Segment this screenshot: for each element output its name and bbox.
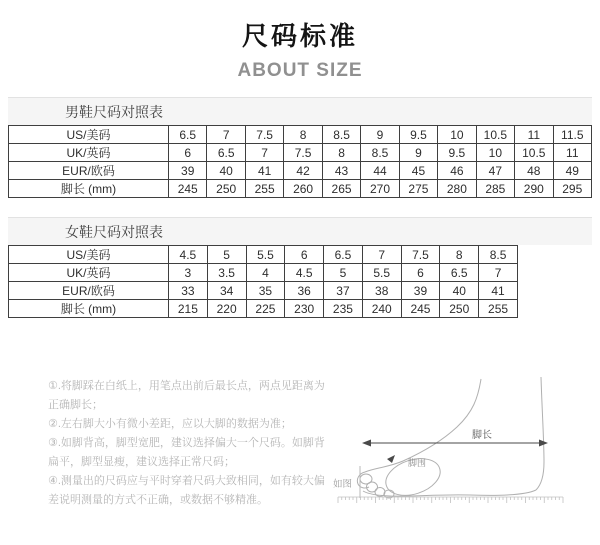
size-system-label: 脚长 (mm) — [9, 300, 169, 318]
size-value-cell: 42 — [284, 162, 322, 180]
size-value-cell: 49 — [553, 162, 591, 180]
page-header — [0, 16, 600, 82]
size-value-cell: 9.5 — [399, 126, 437, 144]
foot-length-label: 脚长 — [472, 430, 492, 441]
size-value-cell: 6.5 — [440, 264, 479, 282]
size-value-cell: 5 — [324, 264, 363, 282]
size-value-cell: 7 — [479, 264, 518, 282]
size-value-cell: 40 — [207, 162, 245, 180]
foot-outline — [357, 377, 544, 498]
page-title: 尺码标准 — [241, 21, 358, 51]
size-value-cell: 240 — [362, 300, 401, 318]
size-value-cell: 5.5 — [362, 264, 401, 282]
size-value-cell: 4.5 — [285, 264, 324, 282]
size-value-cell: 265 — [322, 180, 360, 198]
size-system-label: UK/英码 — [9, 264, 169, 282]
size-value-cell: 235 — [324, 300, 363, 318]
size-value-cell: 245 — [401, 300, 440, 318]
size-value-cell: 7.5 — [245, 126, 283, 144]
size-value-cell: 8.5 — [322, 126, 360, 144]
size-value-cell: 41 — [479, 282, 518, 300]
size-value-cell: 285 — [476, 180, 514, 198]
size-value-cell: 270 — [361, 180, 399, 198]
size-value-cell: 6 — [169, 144, 207, 162]
size-value-cell: 34 — [207, 282, 246, 300]
size-value-cell: 47 — [476, 162, 514, 180]
size-value-cell: 8 — [284, 126, 322, 144]
size-value-cell: 225 — [246, 300, 285, 318]
size-value-cell: 33 — [169, 282, 208, 300]
size-value-cell: 7 — [207, 126, 245, 144]
size-value-cell: 7 — [245, 144, 283, 162]
men-table-heading: 男鞋尺码对照表 — [65, 104, 163, 120]
size-value-cell: 39 — [169, 162, 207, 180]
size-value-cell: 46 — [438, 162, 476, 180]
size-value-cell: 280 — [438, 180, 476, 198]
size-value-cell: 7.5 — [401, 246, 440, 264]
size-value-cell: 255 — [245, 180, 283, 198]
women-size-table — [8, 245, 518, 318]
girth-arrowhead — [387, 455, 395, 463]
size-value-cell: 250 — [207, 180, 245, 198]
size-value-cell: 7.5 — [284, 144, 322, 162]
note-line: ①.将脚踩在白纸上，用笔点出前后最长点，两点见距离为正确脚长； — [48, 380, 325, 411]
size-value-cell: 8.5 — [361, 144, 399, 162]
foot-length-measure-line — [362, 440, 548, 447]
size-system-label: 脚长 (mm) — [9, 180, 169, 198]
size-value-cell: 39 — [401, 282, 440, 300]
size-value-cell: 43 — [322, 162, 360, 180]
size-value-cell: 10 — [476, 144, 514, 162]
size-value-cell: 45 — [399, 162, 437, 180]
size-value-cell: 41 — [245, 162, 283, 180]
size-value-cell: 5.5 — [246, 246, 285, 264]
table-row — [9, 144, 592, 162]
size-value-cell: 35 — [246, 282, 285, 300]
ruler — [338, 497, 563, 503]
size-value-cell: 255 — [479, 300, 518, 318]
size-value-cell: 7 — [362, 246, 401, 264]
size-value-cell: 5 — [207, 246, 246, 264]
size-value-cell: 8 — [440, 246, 479, 264]
size-value-cell: 40 — [440, 282, 479, 300]
size-value-cell: 260 — [284, 180, 322, 198]
as-shown-label: 如图 — [333, 479, 353, 490]
page-subtitle: ABOUT SIZE — [237, 60, 363, 81]
women-table-heading: 女鞋尺码对照表 — [65, 224, 163, 240]
table-row — [9, 162, 592, 180]
size-value-cell: 37 — [324, 282, 363, 300]
size-value-cell: 220 — [207, 300, 246, 318]
size-value-cell: 250 — [440, 300, 479, 318]
size-value-cell: 3.5 — [207, 264, 246, 282]
size-value-cell: 6 — [285, 246, 324, 264]
size-value-cell: 8 — [322, 144, 360, 162]
men-size-table — [8, 125, 592, 198]
size-value-cell: 11 — [515, 126, 553, 144]
note-line: ④.测量出的尺码应与平时穿着尺码大致相同，如有较大偏差说明测量的方式不正确，或数据不够精准。 — [48, 475, 325, 506]
size-value-cell: 290 — [515, 180, 553, 198]
size-value-cell: 10 — [438, 126, 476, 144]
table-row — [9, 282, 518, 300]
size-value-cell: 295 — [553, 180, 591, 198]
measurement-notes — [48, 377, 335, 510]
note-line: ③.如脚背高，脚型宽肥，建议选择偏大一个尺码。如脚背扁平，脚型显瘦，建议选择正常尺码； — [48, 437, 325, 468]
size-value-cell: 6 — [401, 264, 440, 282]
size-value-cell: 275 — [399, 180, 437, 198]
size-value-cell: 8.5 — [479, 246, 518, 264]
size-value-cell: 6.5 — [207, 144, 245, 162]
table-row — [9, 126, 592, 144]
women-section-heading-band — [8, 217, 592, 245]
size-system-label: EUR/欧码 — [9, 282, 169, 300]
men-section-heading-band — [8, 97, 592, 125]
men-size-section — [8, 97, 592, 198]
table-row — [9, 180, 592, 198]
size-value-cell: 48 — [515, 162, 553, 180]
size-system-label: US/美码 — [9, 246, 169, 264]
size-value-cell: 245 — [169, 180, 207, 198]
size-value-cell: 44 — [361, 162, 399, 180]
size-value-cell: 11 — [553, 144, 591, 162]
size-system-label: EUR/欧码 — [9, 162, 169, 180]
size-value-cell: 4 — [246, 264, 285, 282]
size-value-cell: 4.5 — [169, 246, 208, 264]
note-line: ②.左右脚大小有微小差距，应以大脚的数据为准； — [48, 418, 292, 430]
size-value-cell: 9 — [399, 144, 437, 162]
size-value-cell: 36 — [285, 282, 324, 300]
size-value-cell: 38 — [362, 282, 401, 300]
size-value-cell: 6.5 — [324, 246, 363, 264]
size-value-cell: 230 — [285, 300, 324, 318]
size-value-cell: 9.5 — [438, 144, 476, 162]
size-value-cell: 215 — [169, 300, 208, 318]
table-row — [9, 246, 518, 264]
table-row — [9, 264, 518, 282]
foot-measurement-diagram — [330, 360, 595, 525]
size-value-cell: 6.5 — [169, 126, 207, 144]
size-value-cell: 10.5 — [476, 126, 514, 144]
women-size-section — [8, 217, 592, 318]
foot-girth-label: 脚围 — [407, 458, 427, 468]
size-system-label: UK/英码 — [9, 144, 169, 162]
table-row — [9, 300, 518, 318]
size-value-cell: 9 — [361, 126, 399, 144]
size-value-cell: 11.5 — [553, 126, 591, 144]
size-system-label: US/美码 — [9, 126, 169, 144]
size-value-cell: 3 — [169, 264, 208, 282]
size-value-cell: 10.5 — [515, 144, 553, 162]
